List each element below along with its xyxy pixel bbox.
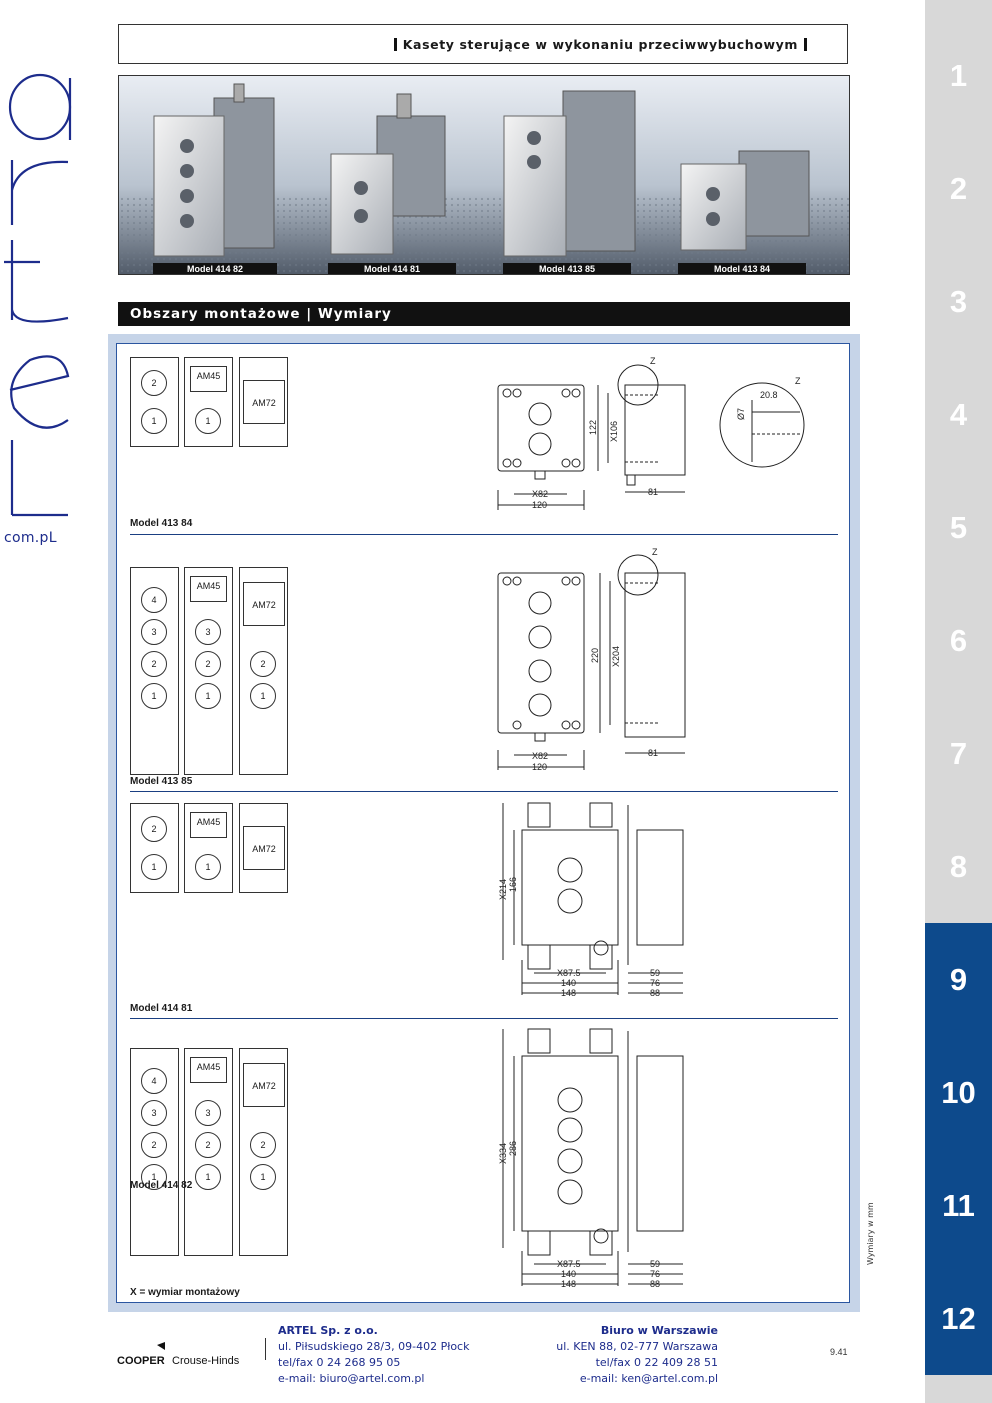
slot-circle: 2 [250, 651, 276, 677]
dim-outer-height: X214 [498, 878, 508, 900]
caption-model-41385: Model 413 85 [503, 263, 631, 275]
dim-height: 220 [590, 647, 600, 663]
detail-z-label: Z [795, 376, 801, 386]
dim-outer-height: X334 [498, 1142, 508, 1164]
footer-divider [265, 1338, 266, 1360]
company-name: ARTEL Sp. z o.o. [278, 1324, 378, 1337]
artel-logo [0, 0, 80, 560]
slot-circle: 3 [141, 1100, 167, 1126]
units-note: Wymiary w mm [866, 1202, 875, 1265]
model-label-41384: Model 413 84 [130, 518, 193, 529]
detail-z-label: Z [650, 356, 656, 366]
dim-mount-height: X204 [611, 645, 621, 667]
slot-circle: 1 [141, 683, 167, 709]
chapter-tabs [925, 0, 992, 1403]
section-divider [130, 534, 838, 535]
mounting-panel [130, 1048, 179, 1256]
slot-circle: 2 [195, 1132, 221, 1158]
caption-model-41384: Model 413 84 [678, 263, 806, 275]
dim-width: 140 [561, 1269, 577, 1279]
slot-rect-am45: AM45 [190, 812, 227, 838]
office-address: ul. KEN 88, 02-777 Warszawa [556, 1340, 718, 1353]
dim-depth-1: 59 [650, 1259, 661, 1269]
dim-depth: 81 [648, 748, 659, 758]
dim-outer-width: 148 [561, 988, 577, 998]
slot-circle: 3 [195, 619, 221, 645]
chapter-tab-3[interactable]: 3 [949, 284, 968, 319]
mounting-panel [239, 357, 288, 447]
chapter-tab-9[interactable]: 9 [925, 923, 992, 1036]
mounting-panel [184, 1048, 233, 1256]
mounting-panel [239, 1048, 288, 1256]
dim-mount-height: X106 [609, 420, 619, 442]
mounting-panel [184, 357, 233, 447]
slot-circle: 2 [195, 651, 221, 677]
slot-rect-am72: AM72 [243, 380, 285, 424]
caption-model-41482: Model 414 82 [153, 263, 277, 275]
slot-rect-am45: AM45 [190, 366, 227, 392]
slot-circle: 3 [195, 1100, 221, 1126]
dim-outer-width: 148 [561, 1279, 577, 1289]
dim-height: 166 [508, 876, 518, 892]
slot-circle: 4 [141, 587, 167, 613]
chapter-tab-4[interactable]: 4 [949, 397, 968, 432]
slot-circle: 2 [250, 1132, 276, 1158]
section-title: Obszary montażowe | Wymiary [118, 302, 850, 326]
slot-rect-am45: AM45 [190, 1057, 227, 1083]
chapter-tab-1[interactable]: 1 [949, 58, 968, 93]
mounting-panel [130, 567, 179, 775]
chapter-tab-8[interactable]: 8 [949, 849, 968, 884]
detail-z-label: Z [652, 547, 658, 557]
office-phone: tel/fax 0 22 409 28 51 [595, 1356, 718, 1369]
slot-rect-am72: AM72 [243, 826, 285, 870]
company-main [278, 1323, 469, 1387]
chapter-tab-11[interactable]: 11 [925, 1149, 992, 1262]
slot-rect-am72: AM72 [243, 582, 285, 626]
chapter-tab-5[interactable]: 5 [949, 510, 968, 545]
mounting-panel [239, 803, 288, 893]
dim-mount-width: X82 [532, 489, 549, 499]
detail-diameter: Ø7 [736, 407, 746, 420]
page-number: 9.41 [830, 1347, 848, 1357]
dim-height: 122 [588, 419, 598, 435]
slot-circle: 1 [195, 1164, 221, 1190]
dim-depth-2: 76 [650, 1269, 661, 1279]
product-photos [119, 76, 850, 275]
slot-circle: 1 [250, 1164, 276, 1190]
dim-mount-width: X87.5 [557, 1259, 581, 1269]
mounting-panel [184, 803, 233, 893]
drawing-41481 [494, 800, 694, 1005]
product-photo-banner [118, 75, 850, 275]
chapter-tab-7[interactable]: 7 [949, 736, 968, 771]
chapter-tab-6[interactable]: 6 [949, 623, 968, 658]
mounting-panel [130, 803, 179, 893]
slot-circle: 2 [141, 816, 167, 842]
model-label-41482: Model 414 82 [130, 1180, 193, 1191]
office-email[interactable]: e-mail: ken@artel.com.pl [579, 1372, 718, 1385]
company-address: ul. Piłsudskiego 28/3, 09-402 Płock [278, 1340, 470, 1353]
slot-circle: 1 [141, 408, 167, 434]
cooper-brand-bold: COOPER [117, 1355, 165, 1367]
mounting-panel [130, 357, 179, 447]
header-bar [118, 24, 848, 64]
dim-width: 120 [532, 762, 548, 772]
drawing-41482 [494, 1026, 694, 1294]
dim-height: 286 [508, 1140, 518, 1156]
caption-model-41481: Model 414 81 [328, 263, 456, 275]
dim-depth-1: 59 [650, 968, 661, 978]
slot-circle: 1 [195, 408, 221, 434]
company-warsaw [520, 1323, 718, 1387]
detail-width: 20.8 [760, 390, 778, 400]
drawing-41384 [490, 350, 810, 520]
model-label-41481: Model 414 81 [130, 1003, 193, 1014]
slot-circle: 1 [250, 683, 276, 709]
dim-depth: 81 [648, 487, 659, 497]
logo-domain: com.pL [4, 530, 57, 546]
slot-circle: 1 [141, 1164, 167, 1190]
dim-width: 140 [561, 978, 577, 988]
cooper-brand-rest: Crouse-Hinds [172, 1355, 240, 1367]
slot-circle: 3 [141, 619, 167, 645]
company-phone: tel/fax 0 24 268 95 05 [278, 1356, 401, 1369]
dim-depth-2: 76 [650, 978, 661, 988]
header-title: Kasety sterujące w wykonaniu przeciwwybuchowym [388, 37, 813, 52]
dim-mount-width: X82 [532, 751, 549, 761]
cooper-logo [117, 1342, 257, 1372]
slot-circle: 4 [141, 1068, 167, 1094]
section-divider [130, 1018, 838, 1019]
chapter-tab-10[interactable]: 10 [925, 1036, 992, 1149]
slot-circle: 2 [141, 651, 167, 677]
slot-circle: 2 [141, 1132, 167, 1158]
slot-circle: 1 [141, 854, 167, 880]
dim-mount-width: X87.5 [557, 968, 581, 978]
dim-depth-3: 88 [650, 988, 661, 998]
model-label-41385: Model 413 85 [130, 776, 193, 787]
slot-circle: 1 [195, 854, 221, 880]
chapter-tab-2[interactable]: 2 [949, 171, 968, 206]
slot-rect-am45: AM45 [190, 576, 227, 602]
mounting-panel [184, 567, 233, 775]
mounting-dimension-note: X = wymiar montażowy [130, 1287, 240, 1298]
company-email[interactable]: e-mail: biuro@artel.com.pl [278, 1372, 425, 1385]
drawing-41385 [490, 545, 710, 777]
mounting-panel [239, 567, 288, 775]
dim-width: 120 [532, 500, 548, 510]
slot-circle: 2 [141, 370, 167, 396]
slot-rect-am72: AM72 [243, 1063, 285, 1107]
chapter-tab-12[interactable]: 12 [925, 1262, 992, 1375]
slot-circle: 1 [195, 683, 221, 709]
dim-depth-3: 88 [650, 1279, 661, 1289]
office-name: Biuro w Warszawie [600, 1324, 718, 1337]
section-divider [130, 791, 838, 792]
